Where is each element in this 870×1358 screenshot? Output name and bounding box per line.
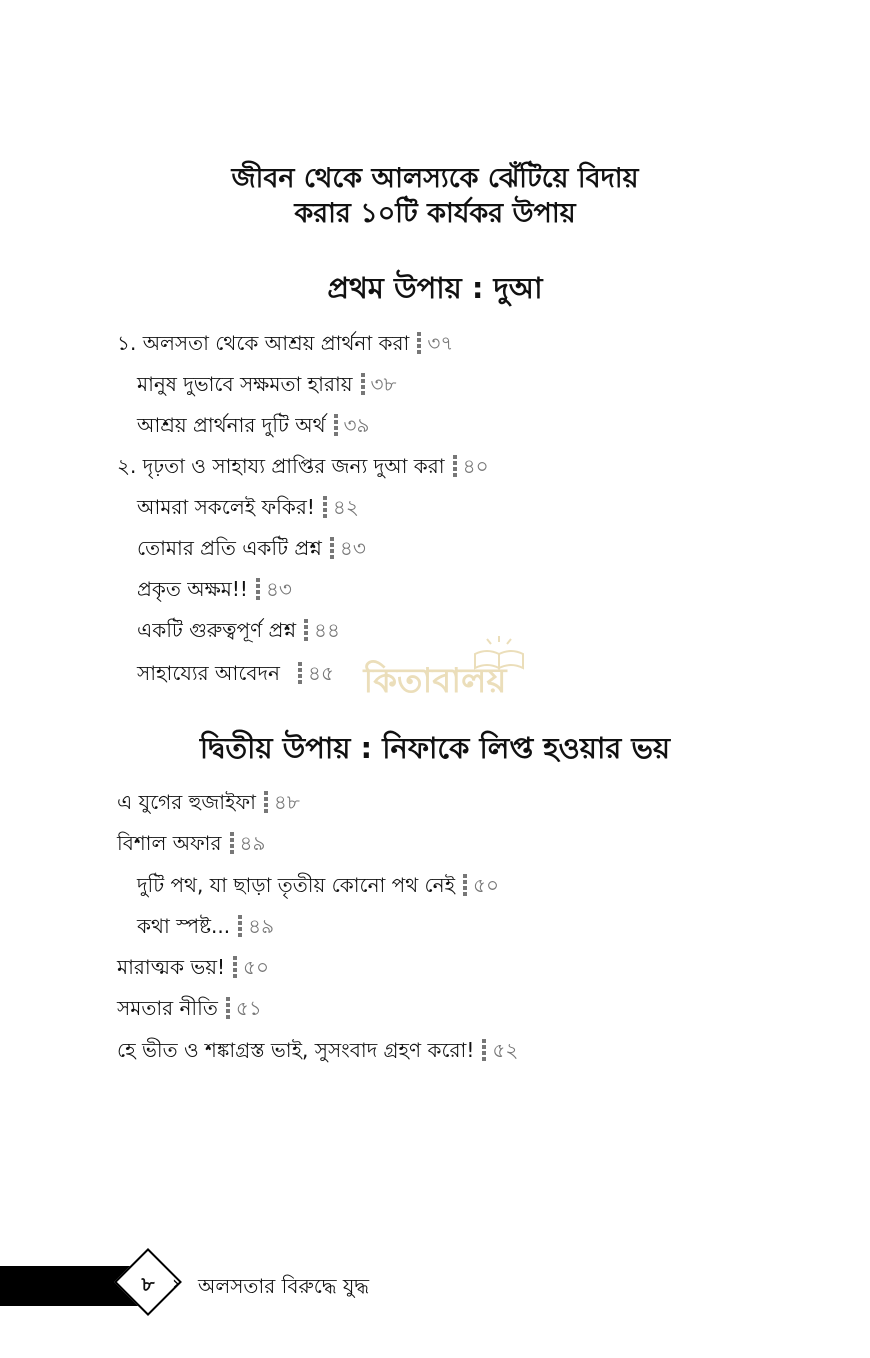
toc-entry[interactable] (137, 411, 370, 439)
toc-entry[interactable] (117, 452, 489, 480)
toc-entry-page: ৫০ (243, 955, 270, 979)
watermark-text: কিতাবালয় (363, 661, 507, 701)
separator-icon (264, 791, 268, 813)
toc-entry[interactable] (117, 1036, 518, 1064)
toc-entry-text: একটি গুরুত্বপূর্ণ প্রশ্ন (137, 618, 297, 642)
toc-entry[interactable] (137, 871, 499, 899)
toc-entry[interactable] (117, 829, 265, 857)
separator-icon (453, 455, 457, 477)
separator-icon (298, 662, 302, 684)
toc-entry-text: আমরা সকলেই ফকির! (137, 495, 315, 519)
toc-entry[interactable] (137, 534, 366, 562)
section-heading-first: প্রথম উপায় : দুআ (327, 271, 543, 305)
toc-entry[interactable] (137, 616, 340, 644)
separator-icon (361, 373, 365, 395)
separator-icon (233, 956, 237, 978)
toc-entry-page: ৪৯ (248, 914, 275, 938)
toc-entry[interactable] (137, 370, 397, 398)
toc-entry[interactable] (137, 575, 292, 603)
toc-entry[interactable] (137, 659, 334, 687)
toc-entry-page: ৩৭ (427, 331, 454, 355)
section-heading-second: দ্বিতীয় উপায় : নিফাকে লিপ্ত হওয়ার ভয় (199, 731, 671, 765)
separator-icon (463, 874, 467, 896)
separator-icon (417, 332, 421, 354)
toc-entry-text: হে ভীত ও শঙ্কাগ্রস্ত ভাই, সুসংবাদ গ্রহণ করো! (117, 1038, 475, 1062)
separator-icon (304, 619, 308, 641)
toc-entry-page: ৫০ (473, 873, 499, 897)
toc-entry-text: মারাত্মক ভয়! (117, 955, 226, 979)
toc-entry[interactable] (137, 912, 274, 940)
separator-icon (482, 1039, 486, 1061)
separator-icon (334, 414, 338, 436)
toc-entry-page: ৪৩ (339, 536, 366, 560)
toc-entry-page: ৪৩ (265, 577, 292, 601)
toc-entry-text: দুটি পথ, যা ছাড়া তৃতীয় কোনো পথ নেই (137, 873, 456, 897)
separator-icon (256, 578, 260, 600)
toc-entry-text: বিশাল অফার (117, 831, 222, 855)
chapter-title-line-1: জীবন থেকে আলস্যকে ঝেঁটিয়ে বিদায় (231, 163, 639, 194)
toc-entry-text: প্রকৃত অক্ষম!! (137, 577, 248, 601)
chevron-right-icon: › (172, 1271, 180, 1295)
toc-entry-text: সাহায্যের আবেদন (137, 661, 280, 685)
toc-entry-text: তোমার প্রতি একটি প্রশ্ন (137, 536, 322, 560)
toc-entry-text: মানুষ দুভাবে সক্ষমতা হারায় (137, 372, 353, 396)
toc-entry-page: ৫১ (235, 996, 262, 1020)
toc-entry-page: ৪৫ (307, 661, 334, 685)
toc-entry-page: ৪৮ (273, 790, 300, 814)
toc-entry-page: ৪৯ (239, 831, 266, 855)
separator-icon (238, 915, 242, 937)
toc-entry-page: ৪৪ (314, 618, 341, 642)
toc-entry[interactable] (137, 493, 359, 521)
toc-entry[interactable] (117, 953, 269, 981)
toc-entry-text: ২. দৃঢ়তা ও সাহায্য প্রাপ্তির জন্য দুআ করা (117, 454, 445, 478)
toc-entry-page: ৫২ (492, 1038, 519, 1062)
separator-icon (323, 496, 327, 518)
running-book-title: অলসতার বিরুদ্ধে যুদ্ধ (198, 1274, 370, 1298)
toc-entry[interactable] (117, 788, 300, 816)
toc-entry-page: ৩৯ (343, 413, 370, 437)
toc-entry-text: সমতার নীতি (117, 996, 218, 1020)
toc-entry[interactable] (117, 329, 453, 357)
chapter-title-line-2: করার ১০টি কার্যকর উপায় (294, 198, 576, 229)
separator-icon (226, 997, 230, 1019)
separator-icon (230, 832, 234, 854)
toc-entry[interactable] (117, 994, 262, 1022)
toc-entry-page: ৪০ (462, 454, 489, 478)
toc-entry-page: ৪২ (332, 495, 359, 519)
separator-icon (330, 537, 334, 559)
toc-entry-text: ১. অলসতা থেকে আশ্রয় প্রার্থনা করা (117, 331, 410, 355)
toc-entry-text: আশ্রয় প্রার্থনার দুটি অর্থ (137, 413, 326, 437)
page-number: ৮ (141, 1272, 155, 1296)
toc-entry-page: ৩৮ (370, 372, 397, 396)
watermark-logo (345, 632, 525, 712)
toc-entry-text: এ যুগের হুজাইফা (117, 790, 256, 814)
toc-entry-text: কথা স্পষ্ট... (137, 914, 231, 938)
